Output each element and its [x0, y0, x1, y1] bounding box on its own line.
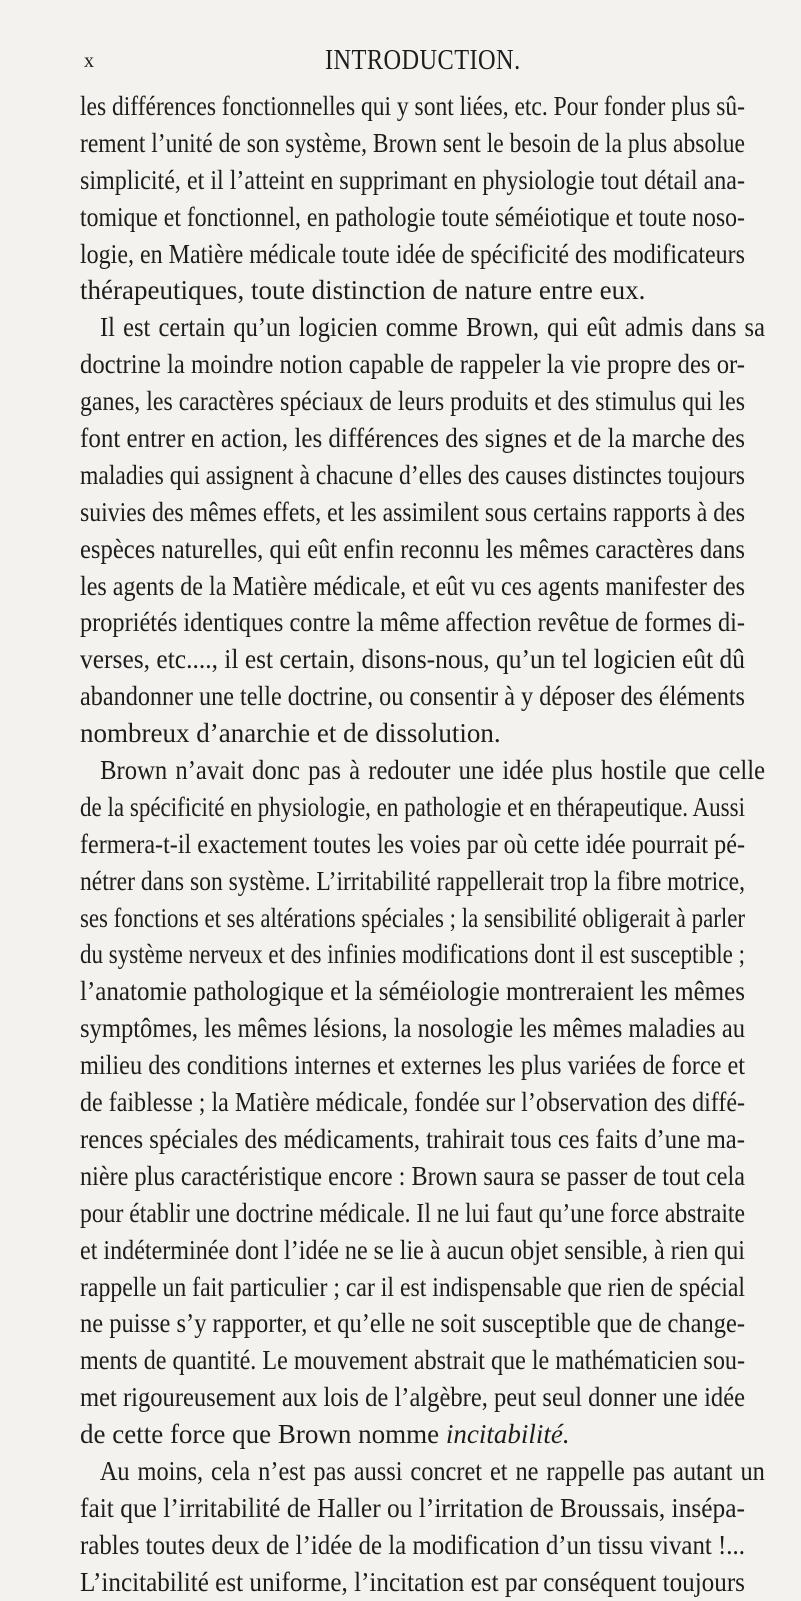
paragraph: [80, 88, 745, 309]
text-line: de faiblesse ; la Matière médicale, fondée sur l’observation des diffé-: [80, 1087, 746, 1118]
page-number: x: [84, 50, 95, 72]
text-line: L’incitabilité est uniforme, l’incitation est par conséquent toujours: [80, 1566, 745, 1597]
text-line: Brown n’avait donc pas à redouter une idée plus hostile que celle: [100, 755, 766, 786]
paragraph: [80, 1453, 765, 1601]
text-line: les agents de la Matière médicale, et eût vu ces agents manifester des: [80, 570, 746, 601]
text-line: Au moins, cela n’est pas aussi concret et ne rappelle pas autant un: [99, 1455, 765, 1486]
text-run: de cette force que Brown nomme: [80, 1419, 446, 1450]
text-line: font entrer en action, les différences des signes et de la marche des: [80, 423, 746, 454]
text-line: du système nerveux et des infinies modifications dont il est susceptible ;: [80, 939, 746, 970]
text-line: Il est certain qu’un logicien comme Brown, qui eût admis dans sa: [99, 312, 765, 343]
paragraph: [80, 309, 765, 752]
text-line: fermera-t-il exactement toutes les voies par où cette idée pourrait pé-: [80, 828, 745, 859]
text-line: espèces naturelles, qui eût enfin reconnu les mêmes caractères dans: [80, 533, 746, 564]
text-line: nétrer dans son système. L’irritabilité rappellerait trop la fibre motrice,: [80, 865, 746, 896]
text-line: tomique et fonctionnel, en pathologie toute séméiotique et toute noso-: [80, 201, 745, 232]
running-head-title: INTRODUCTION.: [325, 44, 521, 76]
text-line: les différences fonctionnelles qui y sont liées, etc. Pour fonder plus sû-: [80, 91, 746, 121]
text-line: ses fonctions et ses altérations spéciales ; la sensibilité obligerait à parler: [80, 902, 745, 933]
text-line: milieu des conditions internes et externes les plus variées de force et: [80, 1050, 746, 1081]
text-line: ganes, les caractères spéciaux de leurs produits et des stimulus qui les: [80, 386, 746, 417]
italic-term: incitabilité.: [445, 1419, 570, 1450]
text-line: et indéterminée dont l’idée ne se lie à aucun objet sensible, à rien qui: [80, 1234, 745, 1265]
text-line: met rigoureusement aux lois de l’algèbre, peut seul donner une idée: [80, 1382, 746, 1413]
text-line: rement l’unité de son système, Brown sent le besoin de la plus absolue: [80, 127, 745, 158]
text-line: propriétés identiques contre la même affection revêtue de formes di-: [80, 607, 745, 638]
text-line: nombreux d’anarchie et de dissolution.: [80, 718, 501, 749]
text-line: rables toutes deux de l’idée de la modification d’un tissu vivant !...: [80, 1529, 745, 1560]
body-text: [80, 88, 766, 1601]
text-line: [80, 1416, 745, 1453]
text-line: rappelle un fait particulier ; car il est indispensable que rien de spécial: [80, 1271, 746, 1302]
text-line: rences spéciales des médicaments, trahirait tous ces faits d’une ma-: [80, 1123, 745, 1154]
text-line: logie, en Matière médicale toute idée de spécificité des modificateurs: [80, 238, 745, 269]
text-line: nière plus caractéristique encore : Brown saura se passer de tout cela: [80, 1160, 745, 1191]
text-line: simplicité, et il l’atteint en supprimant en physiologie tout détail ana-: [80, 164, 745, 195]
text-line: maladies qui assignent à chacune d’elles des causes distinctes toujours: [80, 459, 746, 490]
text-line: ments de quantité. Le mouvement abstrait que le mathématicien sou-: [80, 1345, 746, 1376]
text-line: l’anatomie pathologique et la séméiologie montreraient les mêmes: [80, 976, 746, 1007]
text-line: suivies des mêmes effets, et les assimilent sous certains rapports à des: [80, 496, 745, 527]
text-line: abandonner une telle doctrine, ou consentir à y déposer des éléments: [80, 681, 745, 712]
text-line: symptômes, les mêmes lésions, la nosologie les mêmes maladies au: [80, 1013, 746, 1044]
paragraph: [80, 752, 766, 1453]
text-line: thérapeutiques, toute distinction de nature entre eux.: [80, 275, 646, 306]
text-line: pour établir une doctrine médicale. Il ne lui faut qu’une force abstraite: [80, 1197, 745, 1228]
text-line: fait que l’irritabilité de Haller ou l’irritation de Broussais, insépa-: [80, 1492, 745, 1523]
running-head: [0, 44, 801, 78]
text-line: de la spécificité en physiologie, en pathologie et en thérapeutique. Aussi: [80, 791, 745, 822]
text-line: doctrine la moindre notion capable de rappeler la vie propre des or-: [80, 349, 745, 380]
text-line: verses, etc...., il est certain, disons-nous, qu’un tel logicien eût dû: [80, 644, 746, 675]
text-line: ne puisse s’y rapporter, et qu’elle ne soit susceptible que de change-: [80, 1308, 746, 1339]
